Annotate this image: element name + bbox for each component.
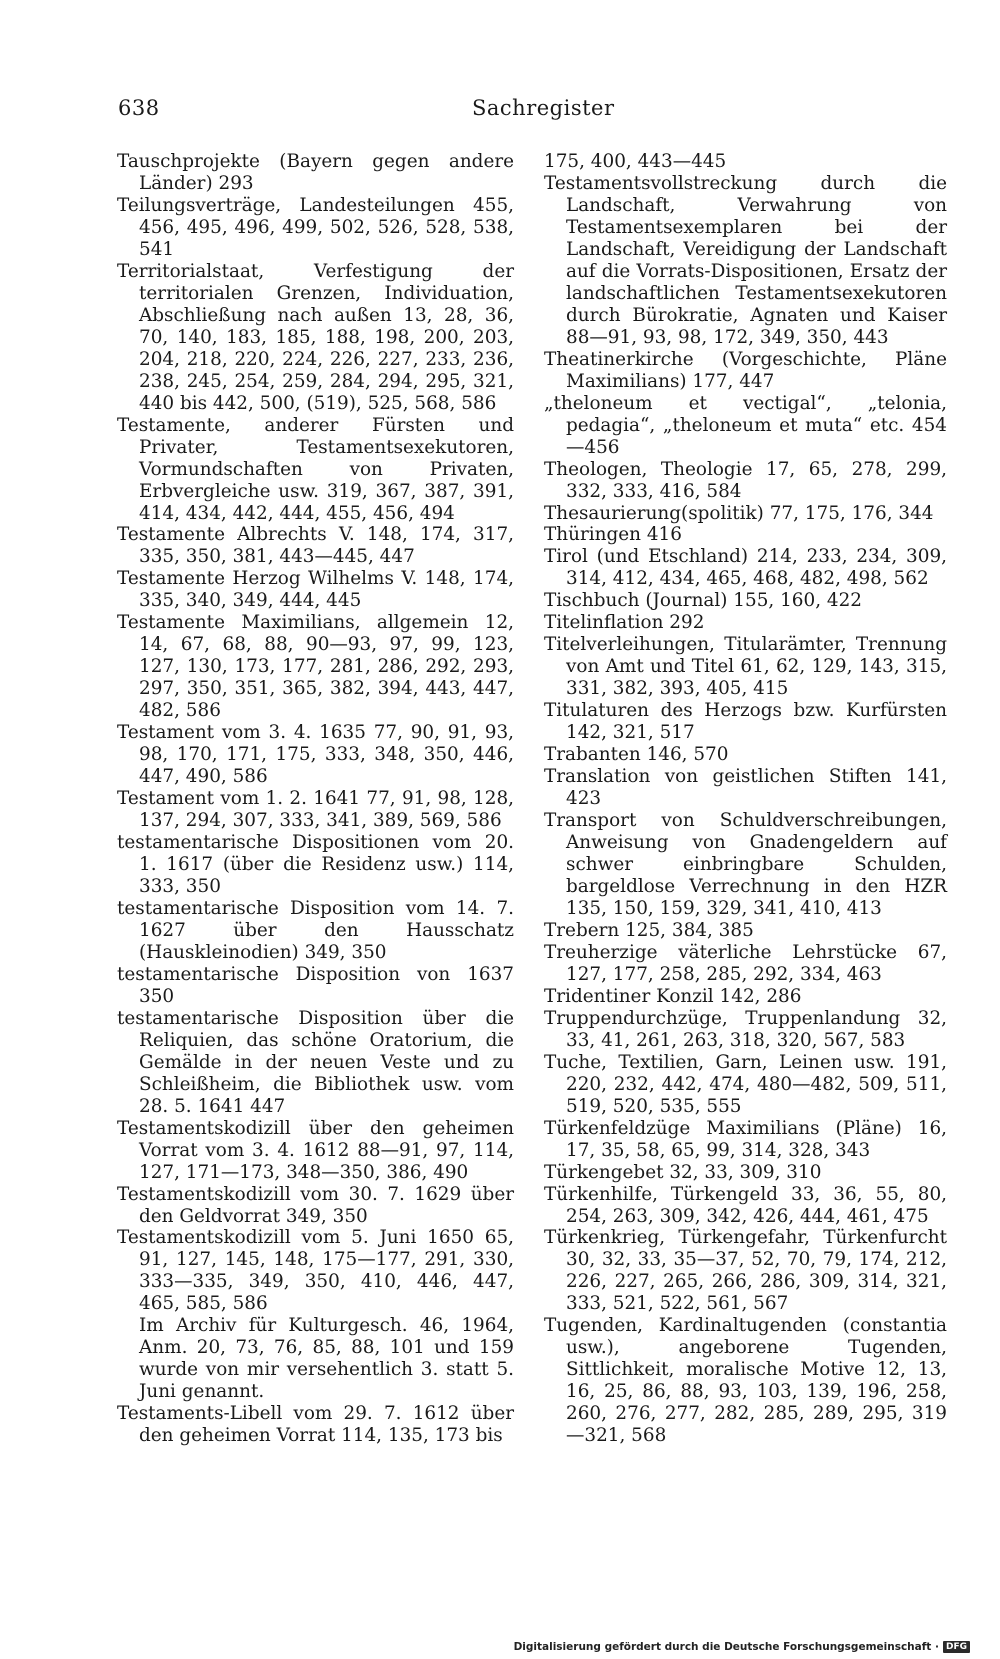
index-entry: testamentarische Disposition über die Reliquien, das schöne Oratorium, die Gemälde in der neuen Veste und zu Schleißheim, die Bibliothek usw. vom 28. 5. 1641 447 [117, 1007, 514, 1117]
index-entry: Trabanten 146, 570 [544, 744, 729, 766]
running-head: Sachregister [472, 96, 615, 120]
index-entry: Testamentsvollstreckung durch die Landschaft, Verwahrung von Testamentsexemplaren bei der Landschaft, Vereidigung der Landschaft auf die Vorrats-Dispositionen, Ersatz der landschaftlichen Testamentsexekutoren durch Bürokratie, Agnaten und Kaiser 88—91, 93, 98, 172, 349, 350, 443 [544, 172, 947, 348]
index-entry: Tischbuch (Journal) 155, 160, 422 [544, 590, 862, 612]
index-entry: Treuherzige väterliche Lehrstücke 67, 127, 177, 258, 285, 292, 334, 463 [544, 941, 947, 985]
index-entry: Türkengebet 32, 33, 309, 310 [544, 1161, 822, 1183]
index-entry: testamentarische Disposition von 1637 350 [117, 963, 514, 1007]
index-entry: Testamente, anderer Fürsten und Privater, Testamentsexekutoren, Vormundschaften von Privaten, Erbvergleiche usw. 319, 367, 387, 391, 414, 434, 442, 444, 455, 456, 494 [117, 414, 514, 524]
index-entry: Tridentiner Konzil 142, 286 [544, 985, 802, 1007]
page-number: 638 [118, 96, 160, 120]
index-entry: Truppendurchzüge, Truppenlandung 32, 33, 41, 261, 263, 318, 320, 567, 583 [544, 1007, 947, 1051]
index-entry: „theloneum et vectigal“, „telonia, pedagia“, „theloneum et muta“ etc. 454—456 [544, 392, 947, 458]
index-entry: Testamentskodizill vom 5. Juni 1650 65, 91, 127, 145, 148, 175—177, 291, 330, 333—335, 349, 350, 410, 446, 447, 465, 585, 586 [117, 1227, 514, 1315]
index-entry: Testamentskodizill über den geheimen Vorrat vom 3. 4. 1612 88—91, 97, 114, 127, 171—173, 348—350, 386, 490 [117, 1117, 514, 1183]
index-column-right [544, 151, 947, 1447]
index-entry: testamentarische Disposition vom 14. 7. 1627 über den Hausschatz (Hauskleinodien) 349, 350 [117, 897, 514, 963]
credit-text: Digitalisierung gefördert durch die Deutsche Forschungsgemeinschaft · [513, 1641, 939, 1653]
index-entry: Theatinerkirche (Vorgeschichte, Pläne Maximilians) 177, 447 [544, 348, 947, 392]
index-entry: Testament vom 1. 2. 1641 77, 91, 98, 128, 137, 294, 307, 333, 341, 389, 569, 586 [117, 788, 514, 832]
index-entry: Tirol (und Etschland) 214, 233, 234, 309, 314, 412, 434, 465, 468, 482, 498, 562 [544, 546, 947, 590]
index-entry: Türkenhilfe, Türkengeld 33, 36, 55, 80, 254, 263, 309, 342, 426, 444, 461, 475 [544, 1183, 947, 1227]
index-entry: Testamentskodizill vom 30. 7. 1629 über den Geldvorrat 349, 350 [117, 1183, 514, 1227]
index-entry: Tauschprojekte (Bayern gegen andere Länder) 293 [117, 151, 514, 194]
index-entry: Trebern 125, 384, 385 [544, 919, 754, 941]
index-entry: Türkenfeldzüge Maximilians (Pläne) 16, 17, 35, 58, 65, 99, 314, 328, 343 [544, 1117, 947, 1161]
index-entry: Translation von geistlichen Stiften 141, 423 [544, 766, 947, 810]
index-entry: Testamente Albrechts V. 148, 174, 317, 335, 350, 381, 443—445, 447 [117, 524, 514, 568]
index-entry: Teilungsverträge, Landesteilungen 455, 456, 495, 496, 499, 502, 526, 528, 538, 541 [117, 194, 514, 260]
index-entry: Titelverleihungen, Titularämter, Trennung von Amt und Titel 61, 62, 129, 143, 315, 331, 382, 393, 405, 415 [544, 634, 947, 700]
digitization-credit [514, 1641, 970, 1653]
index-column-left [117, 151, 514, 1447]
index-entry: Türkenkrieg, Türkengefahr, Türkenfurcht 30, 32, 33, 35—37, 52, 70, 79, 174, 212, 226, 227, 265, 266, 286, 309, 314, 321, 333, 521, 522, 561, 567 [544, 1227, 947, 1315]
index-entry: Testamente Maximilians, allgemein 12, 14, 67, 68, 88, 90—93, 97, 99, 123, 127, 130, 173, 177, 281, 286, 292, 293, 297, 350, 351, 365, 382, 394, 443, 447, 482, 586 [117, 612, 514, 722]
index-entry: Transport von Schuldverschreibungen, Anweisung von Gnadengeldern auf schwer einbringbare Schulden, bargeldlose Verrechnung in den HZR 135, 150, 159, 329, 341, 410, 413 [544, 810, 947, 919]
index-entry: Testaments-Libell vom 29. 7. 1612 über den geheimen Vorrat 114, 135, 173 bis [117, 1403, 514, 1447]
index-entry: Titelinflation 292 [544, 612, 705, 634]
index-entry: Theologen, Theologie 17, 65, 278, 299, 332, 333, 416, 584 [544, 458, 947, 502]
index-note: Im Archiv für Kulturgesch. 46, 1964, Anm. 20, 73, 76, 85, 88, 101 und 159 wurde von mir versehentlich 3. statt 5. Juni genannt. [139, 1315, 514, 1403]
index-entry: Thesaurierung(spolitik) 77, 175, 176, 344 [544, 502, 934, 524]
index-entry: Thüringen 416 [544, 524, 682, 546]
index-entry: Testament vom 3. 4. 1635 77, 90, 91, 93, 98, 170, 171, 175, 333, 348, 350, 446, 447, 490, 586 [117, 722, 514, 788]
index-entry: testamentarische Dispositionen vom 20. 1. 1617 (über die Residenz usw.) 114, 333, 350 [117, 832, 514, 897]
index-entry: 175, 400, 443—445 [544, 151, 727, 172]
index-entry: Tugenden, Kardinaltugenden (constantia usw.), angeborene Tugenden, Sittlichkeit, moralische Motive 12, 13, 16, 25, 86, 88, 93, 103, 139, 196, 258, 260, 276, 277, 282, 285, 289, 295, 319—321, 568 [544, 1315, 947, 1447]
index-entry: Territorialstaat, Verfestigung der territorialen Grenzen, Individuation, Abschließung nach außen 13, 28, 36, 70, 140, 183, 185, 188, 198, 200, 203, 204, 218, 220, 224, 226, 227, 233, 236, 238, 245, 254, 259, 284, 294, 295, 321, 440 bis 442, 500, (519), 525, 568, 586 [117, 260, 514, 414]
index-entry: Titulaturen des Herzogs bzw. Kurfürsten 142, 321, 517 [544, 700, 947, 744]
dfg-logo: DFG [943, 1641, 970, 1653]
index-entry: Testamente Herzog Wilhelms V. 148, 174, 335, 340, 349, 444, 445 [117, 568, 514, 612]
index-entry: Tuche, Textilien, Garn, Leinen usw. 191, 220, 232, 442, 474, 480—482, 509, 511, 519, 520, 535, 555 [544, 1051, 947, 1117]
